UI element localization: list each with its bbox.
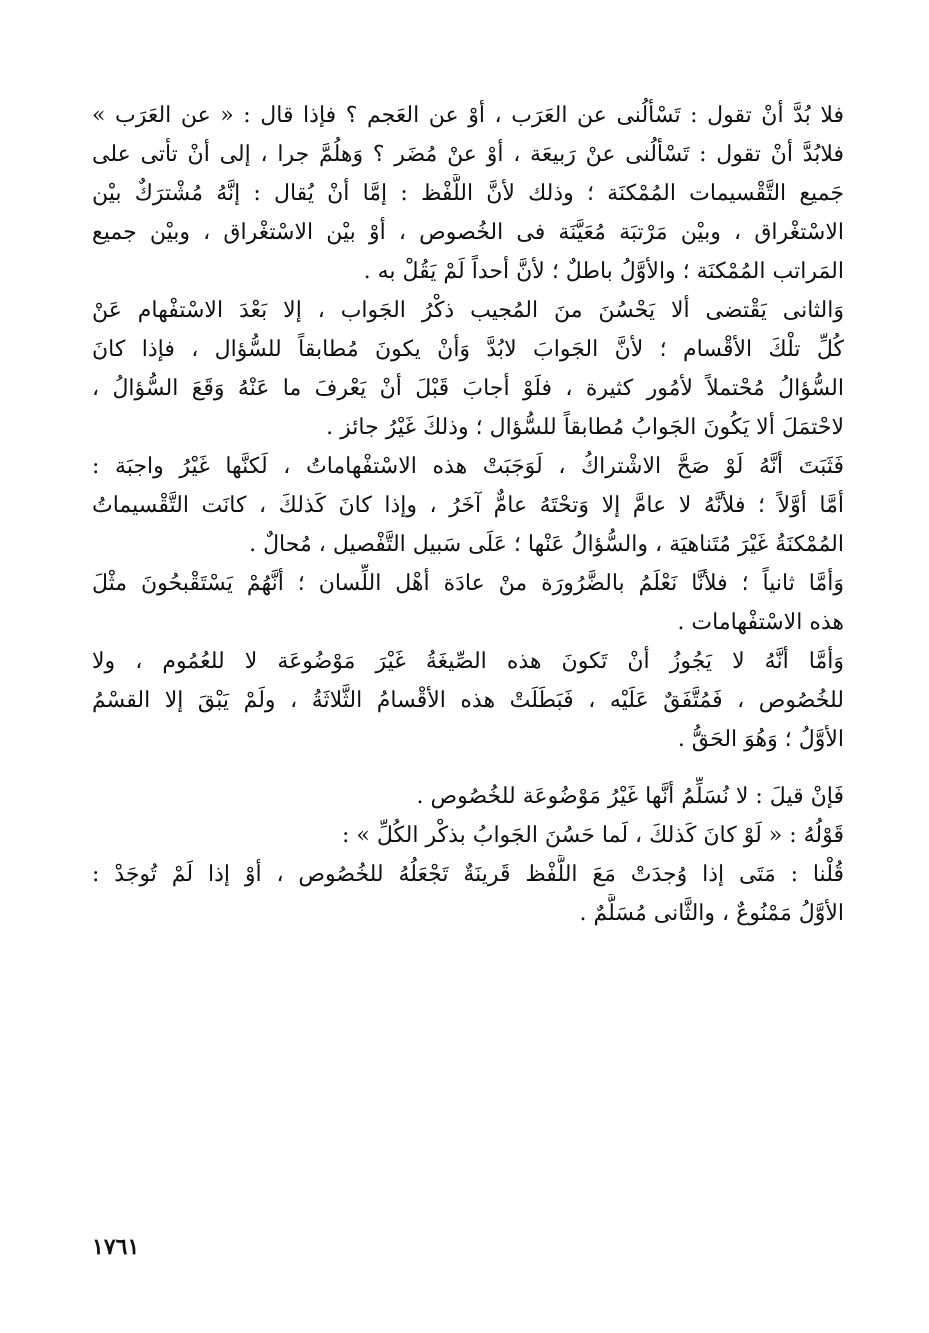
text-line: وَأمَّا ثانياً ؛ فلأنَّا نَعْلَمُ بالضَّرُورَة منْ عادَة أهْل اللِّسان ؛ أنَّهُمْ يَسْتَقْبحُونَ مثْلَ (92, 571, 844, 596)
text-line: وَالثانى يَقْتضى ألا يَحْسُنَ منَ المُجيب ذكْرُ الجَواب ، إلا بَعْدَ الاسْتفْهام عَنْ (92, 298, 844, 323)
text-line: الأوَّلُ ؛ وَهُوَ الحَقُّ . (677, 727, 844, 752)
page-number: ١٧٦١ (92, 1234, 140, 1260)
text-line: للخُصُوص ، فَمُتَّفَقٌ عَلَيْه ، فَبَطَلَتْ هذه الأقْسامُ الثَّلاثَةُ ، ولَمْ يَبْقَ إلا القسْمُ (92, 688, 844, 713)
body-text (92, 96, 844, 933)
text-line: المُمْكنَةُ غَيْرَ مُتَناهيَة ، والسُّؤالُ عَنْها ؛ عَلَى سَبيل التَّفْصيل ، مُحالٌ . (249, 532, 844, 557)
text-line: الأوَّلُ مَمْنُوعٌ ، والثَّانى مُسَلَّمٌ . (579, 901, 844, 926)
text-line: السُّؤالُ مُحْتملاً لأمُور كثيرة ، فلَوْ أجابَ قَبْلَ أنْ يَعْرفَ ما عَنْهُ وَقَعَ السُّؤالُ ، (92, 376, 844, 401)
text-line: الاسْتغْراق ، وبيْن مَرْتبَة مُعَيَّنَة فى الخُصوص ، أوْ بيْن الاسْتغْراق ، وبيْن جميع (92, 220, 844, 245)
text-line: قَوْلُهُ : « لَوْ كانَ كَذلكَ ، لَما حَسُنَ الجَوابُ بذكْر الكُلِّ » : (341, 823, 844, 848)
text-line: فَثَبَتَ أنَّهُ لَوْ صَحَّ الاشْتراكُ ، لَوَجَبَتْ هذه الاسْتفْهاماتُ ، لَكنَّها غَيْرُ واجبَة : (92, 454, 844, 479)
text-line: المَراتب المُمْكنَة ؛ والأوَّلُ باطلٌ ؛ لأنَّ أحداً لَمْ يَقُلْ به . (363, 259, 844, 284)
paragraph-gap (92, 759, 844, 777)
text-line: فلابُدَّ أنْ تقول : تَسْألُنى عنْ رَبيعَة ، أوْ عنْ مُضَر ؟ وَهلُمَّ جرا ، إلى أنْ تأتى على (92, 142, 844, 167)
text-line: كُلِّ تلْكَ الأقْسام ؛ لأنَّ الجَوابَ لابُدَّ وَأنْ يكونَ مُطابقاً للسُّؤال ، فإذا كانَ (92, 337, 844, 362)
text-line: وَأمَّا أنَّهُ لا يَجُوزُ أنْ تَكونَ هذه الصِّيغَةُ غَيْرَ مَوْضُوعَة لا للعُمُوم ، ولا (92, 649, 844, 674)
text-line: فَإنْ قيلَ : لا نُسَلِّمُ أنَّها غَيْرُ مَوْضُوعَة للخُصُوص . (416, 784, 844, 809)
text-line: قُلْنا : مَتَى إذا وُجدَتْ مَعَ اللَّفْظ قَرينَةٌ تَجْعَلُهُ للخُصُوص ، أوْ إذا لَمْ تُوجَدْ : (92, 862, 844, 887)
text-line: فلا بُدَّ أنْ تقول : تَسْألُنى عن العَرَب ، أوْ عن العَجم ؟ فإذا قال : « عن العَرَب » (92, 103, 844, 128)
text-line: لاحْتمَلَ ألا يَكُونَ الجَوابُ مُطابقاً للسُّؤال ؛ وذلكَ غَيْرُ جائز . (326, 415, 844, 440)
text-line: جَميع التَّقْسيمات المُمْكنَة ؛ وذلك لأنَّ اللَّفْظ : إمَّا أنْ يُقال : إنَّهُ مُشْترَكٌ بيْن (92, 181, 844, 206)
text-line: هذه الاسْتفْهامات . (677, 610, 844, 635)
text-line: أمَّا أوَّلاً ؛ فلأنَّهُ لا عامَّ إلا وَتحْتَهُ عامٌّ آخَرُ ، وإذا كانَ كَذلكَ ، كانَت التَّقْسيماتُ (92, 493, 844, 518)
